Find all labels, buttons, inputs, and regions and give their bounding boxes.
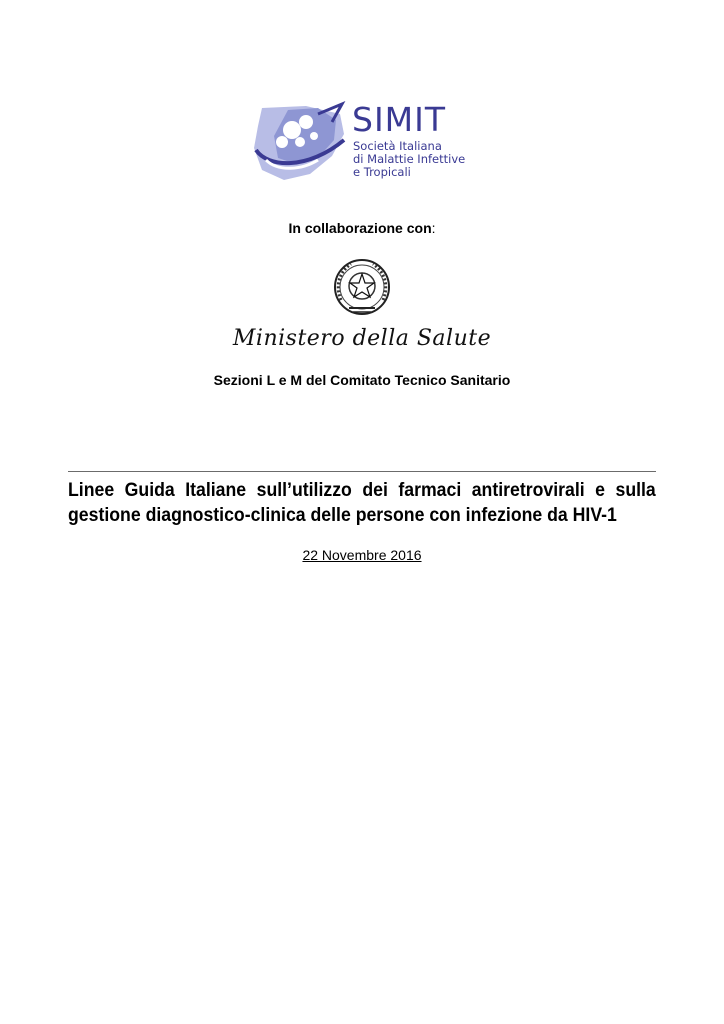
simit-subtitle-line: di Malattie Infettive bbox=[353, 152, 466, 166]
simit-wordmark: SIMIT bbox=[352, 100, 447, 139]
collaboration-heading bbox=[0, 220, 724, 236]
italian-republic-emblem-icon bbox=[331, 256, 393, 318]
simit-subtitle-line: Società Italiana bbox=[353, 139, 442, 153]
document-date: 22 Novembre 2016 bbox=[302, 547, 422, 563]
simit-subtitle-line: e Tropicali bbox=[353, 165, 411, 179]
ministry-name: Ministero della Salute bbox=[232, 326, 492, 351]
collaboration-label: In collaborazione con bbox=[288, 220, 432, 236]
document-title: Linee Guida Italiane sull’utilizzo dei farmaci antiretrovirali e sulla gestione diagnostico-clinica delle persone con infezione da HIV-1 bbox=[68, 480, 656, 526]
simit-logo bbox=[248, 100, 478, 182]
collaboration-colon: : bbox=[431, 220, 436, 236]
simit-subtitle bbox=[353, 140, 465, 179]
sections-line: Sezioni L e M del Comitato Tecnico Sanitario bbox=[213, 372, 511, 388]
title-divider bbox=[68, 471, 656, 472]
simit-logo-graphic bbox=[248, 100, 348, 182]
